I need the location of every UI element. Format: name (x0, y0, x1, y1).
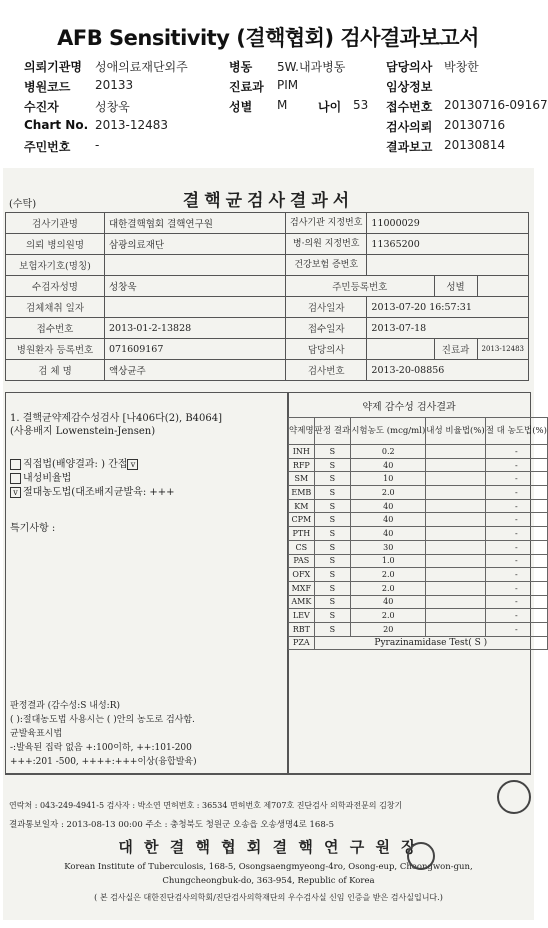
field-value: 2013-07-20 16:57:31 (367, 297, 529, 318)
drug-cell: SM (289, 472, 315, 486)
header-label: 검사의뢰 (386, 120, 433, 134)
drug-table (288, 417, 548, 650)
table-row (289, 458, 548, 472)
interpretation-box (5, 692, 531, 775)
header-label: 주민번호 (24, 140, 71, 154)
table-row (289, 622, 548, 636)
drug-cell: - (485, 527, 547, 541)
field-label: 병·의원 지정번호 (286, 234, 367, 255)
drug-cell (426, 499, 485, 513)
ratio-label: 내성비율법 (23, 473, 72, 484)
drug-cell (426, 554, 485, 568)
field-value: 2013-20-08856 (367, 360, 529, 381)
drug-cell: S (314, 527, 351, 541)
footer-institute: 대 한 결 핵 협 회 결 핵 연 구 원 장 (118, 838, 419, 856)
drug-cell: 2.0 (351, 581, 426, 595)
drug-cell: 1.0 (351, 554, 426, 568)
drug-cell: 40 (351, 527, 426, 541)
drug-cell: - (485, 445, 547, 459)
drug-table-header: 절 대 농도법(%) (485, 418, 547, 445)
drug-cell (426, 458, 485, 472)
scanned-report (3, 168, 547, 920)
drug-cell: 10 (351, 472, 426, 486)
drug-cell: - (485, 458, 547, 472)
field-label: 접수번호 (6, 318, 105, 339)
drug-cell: - (485, 513, 547, 527)
header-label: Chart No. (24, 118, 89, 132)
drug-cell (426, 486, 485, 500)
drug-cell: 2.0 (351, 609, 426, 623)
header-value: 2013-12483 (95, 118, 169, 132)
table-row (289, 445, 548, 459)
absolute-checkbox: v (10, 487, 21, 498)
drug-cell: - (485, 540, 547, 554)
header-label: 접수번호 (386, 100, 433, 114)
drug-cell: 30 (351, 540, 426, 554)
footer-date: 결과통보일자 : 2013-08-13 00:00 주소 : 충청북도 청원군 오송읍 오송생명4로 168-5 (9, 820, 335, 830)
header-label: 의뢰기관명 (24, 60, 82, 74)
interp-line: +++:201 -500, ++++:+++이상(융합발육) (10, 757, 197, 767)
pza-label: PZA (289, 636, 315, 650)
method-ratio (10, 469, 71, 484)
table-row (289, 472, 548, 486)
header-label: 담당의사 (386, 60, 433, 74)
method-direct (10, 455, 140, 470)
drug-cell: AMK (289, 595, 315, 609)
field-label: 수검자성명 (6, 276, 105, 297)
drug-cell: - (485, 609, 547, 623)
header-value: M (277, 98, 288, 112)
field-label: 검사기관 지정번호 (286, 213, 367, 234)
field-label: 병원환자 등록번호 (6, 339, 105, 360)
header-value: - (95, 138, 100, 152)
scan-title: 결핵균검사결과서 (182, 191, 355, 211)
field-value: 071609167 (105, 339, 286, 360)
header-value: PIM (277, 78, 299, 92)
drug-cell: INH (289, 445, 315, 459)
field-label: 접수일자 (286, 318, 367, 339)
footer-en-line: Chungcheongbuk-do, 363-954, Republic of Korea (162, 876, 375, 886)
header-value: 53 (353, 98, 369, 112)
field-value: 삼광의료재단 (105, 234, 286, 255)
notes-label: 특기사항 : (10, 523, 56, 534)
field-value: 성창욱 (105, 276, 286, 297)
header-label: 결과보고 (386, 140, 433, 154)
interp-line: ( ):절대농도법 사용시는 ( )안의 농도로 검사함. (10, 715, 195, 725)
drug-table-header: 시험농도 (mcg/ml) (351, 418, 426, 445)
drug-cell: 40 (351, 499, 426, 513)
drug-cell: - (485, 622, 547, 636)
header-value: 20130716 (444, 118, 506, 132)
header-label: 나이 (318, 100, 342, 114)
field-label: 검 체 명 (6, 360, 105, 381)
drug-cell (426, 472, 485, 486)
header-value: 20133 (95, 78, 134, 92)
drug-cell: 2.0 (351, 568, 426, 582)
drug-table-header: 약제명 (289, 418, 315, 445)
drug-cell: PAS (289, 554, 315, 568)
method-item: 1. 결핵균약제감수성검사 [나406다(2), B4064] (10, 413, 223, 424)
field-value: 대한결핵협회 결핵연구원 (105, 213, 286, 234)
field-label: 검체채취 일자 (6, 297, 105, 318)
field-value: 11365200 (367, 234, 529, 255)
drug-cell (426, 622, 485, 636)
drug-cell: - (485, 486, 547, 500)
drug-cell: S (314, 499, 351, 513)
table-row (289, 499, 548, 513)
seal-stamp-icon (407, 842, 435, 870)
interp-line: 균발육표시법 (10, 729, 63, 739)
field-label: 진료과 (434, 339, 477, 360)
field-label: 검사일자 (286, 297, 367, 318)
header-label: 임상정보 (386, 80, 433, 94)
drug-cell: LEV (289, 609, 315, 623)
drug-cell: 40 (351, 513, 426, 527)
header-value: 20130814 (444, 138, 506, 152)
field-label: 성별 (434, 276, 477, 297)
header-value: 20130716-09167 (444, 98, 548, 112)
field-value: 11000029 (367, 213, 529, 234)
field-value (105, 297, 286, 318)
field-value: 2013-01-2-13828 (105, 318, 286, 339)
table-row (289, 581, 548, 595)
field-label: 의뢰 병의원명 (6, 234, 105, 255)
drug-cell: - (485, 595, 547, 609)
field-label: 담당의사 (286, 339, 367, 360)
field-label: 검사기관명 (6, 213, 105, 234)
drug-cell: EMB (289, 486, 315, 500)
interp-line: -:발육된 집락 없음 +:100이하, ++:101-200 (10, 743, 192, 753)
header-label: 수진자 (24, 100, 59, 114)
drug-cell: CS (289, 540, 315, 554)
table-row (289, 568, 548, 582)
drug-cell: 40 (351, 458, 426, 472)
drug-cell: S (314, 581, 351, 595)
drug-cell: RBT (289, 622, 315, 636)
direct-label: 직접법(배양결과: ) 간접 (23, 459, 128, 470)
sensitivity-title: 약제 감수성 검사결과 (362, 402, 456, 413)
seal-stamp-icon (497, 780, 531, 814)
drug-cell: S (314, 458, 351, 472)
drug-cell: - (485, 554, 547, 568)
drug-cell: S (314, 609, 351, 623)
drug-cell: PTH (289, 527, 315, 541)
table-row (289, 527, 548, 541)
field-label: 보험자기호(명칭) (6, 255, 105, 276)
drug-cell (426, 581, 485, 595)
drug-cell (426, 568, 485, 582)
drug-cell: - (485, 581, 547, 595)
table-row (289, 595, 548, 609)
drug-cell: 0.2 (351, 445, 426, 459)
pza-value: Pyrazinamidase Test( S ) (314, 636, 547, 650)
drug-cell: - (485, 472, 547, 486)
interp-line: 판정결과 (감수성:S 내성:R) (10, 701, 120, 711)
drug-cell: RFP (289, 458, 315, 472)
drug-cell: KM (289, 499, 315, 513)
drug-table-header: 내성 비율법(%) (426, 418, 485, 445)
header-label: 성별 (229, 100, 253, 114)
drug-cell: S (314, 554, 351, 568)
drug-cell (426, 445, 485, 459)
report-title: AFB Sensitivity (결핵협회) 검사결과보고서 (57, 26, 479, 50)
header-label: 진료과 (229, 80, 264, 94)
field-value (477, 276, 528, 297)
table-row (289, 636, 548, 650)
method-media: (사용배지 Lowenstein-Jensen) (10, 426, 156, 437)
indirect-checkbox: v (127, 459, 138, 470)
drug-cell: S (314, 445, 351, 459)
drug-cell: 20 (351, 622, 426, 636)
footer-en-line: Korean Institute of Tuberculosis, 168-5, Osongsaengmyeong-4ro, Osong-eup, Cheongwon-gun, (64, 862, 473, 872)
drug-cell (426, 540, 485, 554)
header-value: 성창욱 (95, 100, 130, 114)
drug-cell (426, 513, 485, 527)
field-value (367, 255, 529, 276)
drug-cell (426, 595, 485, 609)
header-label: 병원코드 (24, 80, 71, 94)
drug-cell: MXF (289, 581, 315, 595)
header-value: 박창한 (444, 60, 479, 74)
drug-cell: S (314, 568, 351, 582)
drug-cell: 40 (351, 595, 426, 609)
drug-cell: 2.0 (351, 486, 426, 500)
field-label: 주민등록번호 (286, 276, 435, 297)
header-value: 성애의료재단외주 (95, 60, 188, 74)
drug-cell: S (314, 622, 351, 636)
drug-table-header: 판정 결과 (314, 418, 351, 445)
drug-cell: S (314, 595, 351, 609)
drug-cell (426, 609, 485, 623)
drug-cell: S (314, 472, 351, 486)
drug-cell: S (314, 540, 351, 554)
method-absolute (10, 483, 175, 498)
drug-cell: - (485, 499, 547, 513)
drug-cell (426, 527, 485, 541)
header-label: 병동 (229, 60, 253, 74)
footer-cert: ( 본 검사실은 대한진단검사의학회/진단검사의학재단의 우수검사실 신임 인증을 받은 검사실입니다.) (94, 893, 443, 902)
field-value: 액상균주 (105, 360, 286, 381)
field-label: 검사번호 (286, 360, 367, 381)
drug-cell: OFX (289, 568, 315, 582)
header-value: 5W.내과병동 (277, 60, 346, 74)
table-row (289, 486, 548, 500)
table-row (289, 513, 548, 527)
table-row (289, 554, 548, 568)
drug-cell: CPM (289, 513, 315, 527)
field-value (367, 339, 434, 360)
drug-cell: - (485, 568, 547, 582)
field-value: 2013-12483 (477, 339, 528, 360)
table-row (289, 540, 548, 554)
patient-grid (5, 212, 529, 381)
drug-cell: S (314, 513, 351, 527)
absolute-label: 절대농도법(대조배지균발육: +++ (23, 487, 175, 498)
drug-cell: S (314, 486, 351, 500)
table-row (289, 609, 548, 623)
field-label: 건강보험 증번호 (286, 255, 367, 276)
corner-label: (수탁) (9, 199, 37, 210)
field-value (105, 255, 286, 276)
footer-contact: 연락처 : 043-249-4941-5 검사자 : 박소연 면허번호 : 36534 면허번호 제707호 진단검사 의학과전문의 김창기 (9, 801, 403, 810)
field-value: 2013-07-18 (367, 318, 529, 339)
